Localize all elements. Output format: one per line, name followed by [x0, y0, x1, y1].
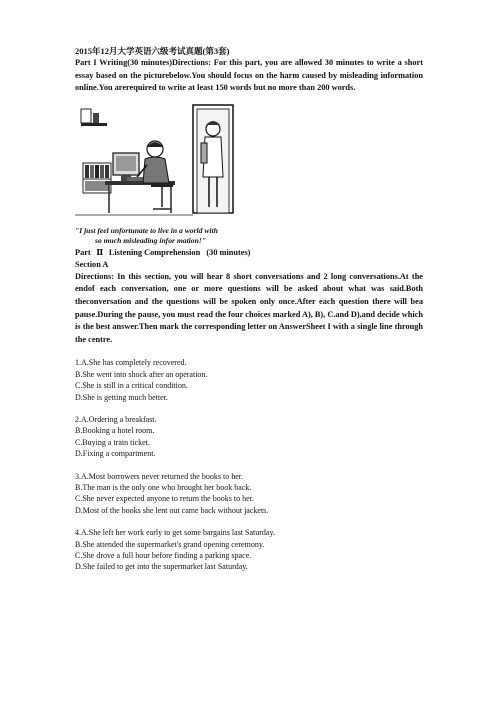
option: B.She attended the supermarket's grand opening ceremony. — [75, 539, 265, 549]
cartoon-figure — [75, 103, 245, 245]
option: D.Fixing a compartment. — [75, 449, 156, 459]
option: B.Booking a hotel room. — [75, 426, 155, 436]
cartoon-illustration — [75, 103, 245, 221]
option: C.She drove a full hour before finding a parking space. — [75, 551, 252, 561]
part2-heading — [75, 247, 423, 259]
caption-line-2: so much misleading infor mation!" — [95, 235, 206, 245]
option: B.The man is the only one who brought her book back. — [75, 483, 252, 492]
document-page — [75, 45, 423, 573]
question-1 — [75, 357, 423, 403]
option: C.Buying a train ticket. — [75, 437, 150, 447]
option: C.She is still in a critical condition. — [75, 381, 188, 391]
option: 4.A.She left her work early to get some bargains last Saturday. — [75, 528, 275, 538]
option: D.Most of the books she lent out came back without jackets. — [75, 505, 269, 515]
section-heading: Section A — [75, 259, 109, 269]
option: 2.A.Ordering a breakfast. — [75, 414, 157, 424]
part-label: Part — [75, 247, 91, 257]
part-time: (30 minutes) — [206, 247, 251, 257]
part-roman-numeral: Ⅱ — [96, 247, 104, 257]
option: B.She went into shock after an operation. — [75, 369, 208, 379]
document-title: 2015年12月大学英语六级考试真题(第3套) — [75, 46, 230, 56]
part-name: Listening Comprehension — [108, 247, 201, 257]
option: C.She never expected anyone to return the books to her. — [75, 494, 254, 504]
option: 3.A.Most borrowers never returned the books to her. — [75, 471, 243, 481]
question-2 — [75, 414, 423, 460]
cartoon-caption — [75, 226, 245, 246]
question-4 — [75, 527, 423, 573]
listening-directions: Directions: In this section, you will hear 8 short conversations and 2 long conversations.At the endof each conversation, one or more questions will be asked about what was said.Both theconversation and the questions will be spoken only once.After each question there will bea pause.During the pause, you must read the four choices marked A), B), C.and D),and decide which is the best answer.Then mark the corresponding letter on AnswerSheet I with a single line through the centre. — [75, 271, 423, 344]
caption-line-1: "I just feel unfortunate to live in a world with — [75, 225, 218, 235]
writing-directions: Part I Writing(30 minutes)Directions: For this part, you are allowed 30 minutes to write a short essay based on the picturebelow.You should focus on the harm caused by misleading information online.You arerequired to write at least 150 words but no more than 200 words. — [75, 58, 423, 93]
question-3 — [75, 471, 423, 517]
option: D.She is getting much better. — [75, 392, 168, 402]
option: D.She failed to get into the supermarket last Saturday. — [75, 562, 248, 572]
option: 1.A.She has completely recovered. — [75, 358, 187, 368]
